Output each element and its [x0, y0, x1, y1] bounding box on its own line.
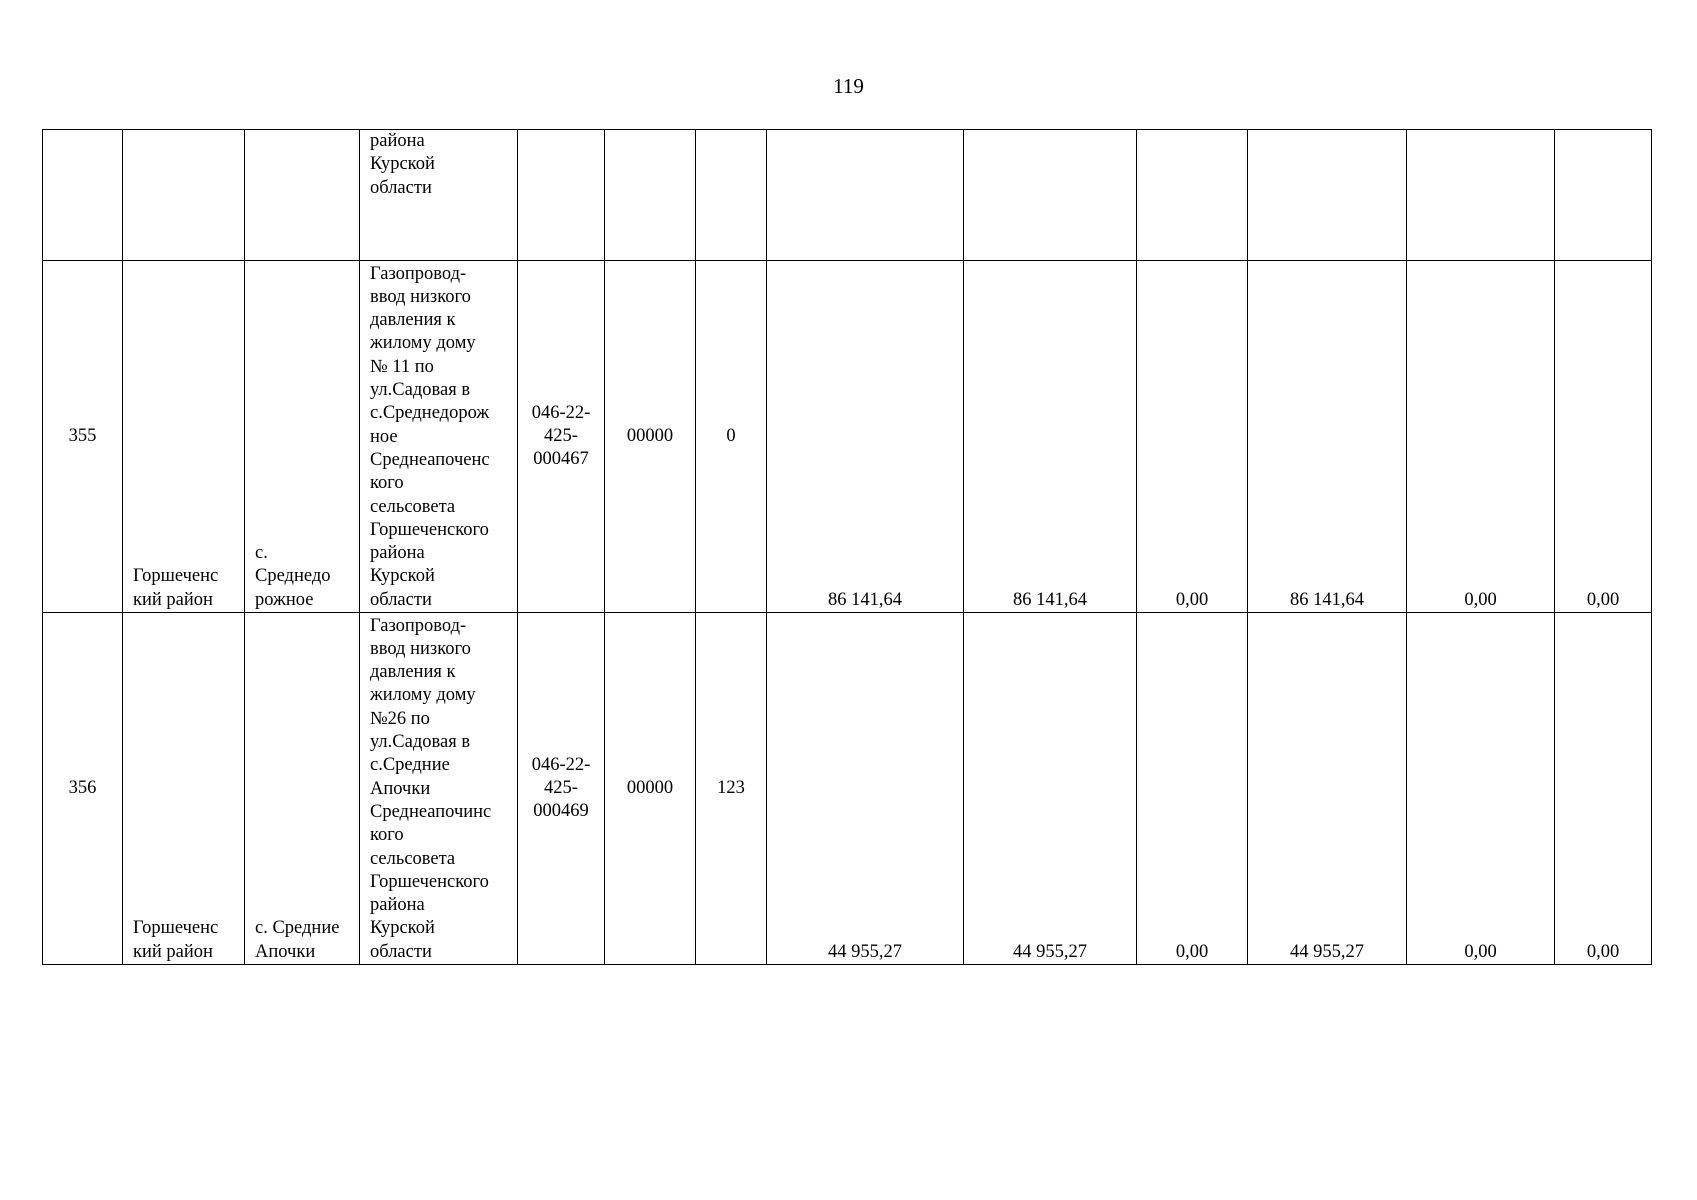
cell-empty: [1407, 130, 1555, 261]
cell-empty: [1248, 130, 1407, 261]
cell-amount: 0,00: [1137, 261, 1248, 613]
settlement-line: рожное: [255, 589, 314, 610]
cell-empty: [767, 130, 964, 261]
description-line: сельсовета: [370, 848, 456, 869]
cell-amount: 86 141,64: [1248, 261, 1407, 613]
description-line: района: [370, 131, 425, 151]
cell-amount: 86 141,64: [767, 261, 964, 613]
code-line: 046-22-: [531, 754, 591, 775]
code-line: 425-: [544, 777, 578, 798]
description-line: кого: [370, 473, 404, 494]
description-line: области: [370, 177, 432, 198]
cell-amount: 0,00: [1555, 261, 1652, 613]
table-row: [43, 613, 1652, 965]
description-line: сельсовета: [370, 496, 456, 517]
cell-empty: [964, 130, 1137, 261]
cell-empty: [245, 130, 360, 261]
description-line: давления к: [370, 662, 456, 683]
code-line: 425-: [544, 425, 578, 446]
cell-empty: [1555, 130, 1652, 261]
district-line: Горшеченс: [133, 566, 219, 587]
description-line: с.Среднедорож: [370, 403, 490, 424]
description-line: ное: [370, 426, 398, 447]
description-line: кого: [370, 825, 404, 846]
description-line: давления к: [370, 310, 456, 331]
description-line: жилому дому: [370, 685, 476, 706]
description-line: жилому дому: [370, 333, 476, 354]
code-line: 000467: [533, 449, 589, 470]
description-line: №26 по: [370, 708, 430, 729]
cell-empty: [123, 130, 245, 261]
description-line: района: [370, 543, 425, 564]
cell-amount: 86 141,64: [964, 261, 1137, 613]
row-number: 356: [43, 613, 123, 965]
cell-empty: [1137, 130, 1248, 261]
description-line: Курской: [370, 918, 435, 939]
cell-district: [123, 261, 245, 613]
cell-amount: 0,00: [1555, 613, 1652, 965]
page-number: 119: [833, 74, 864, 98]
cell-code3: 0: [696, 261, 767, 613]
description-line: ввод низкого: [370, 638, 471, 659]
settlement-line: Среднедо: [255, 566, 331, 587]
cell-description: [360, 130, 518, 261]
description-line: Апочки: [370, 778, 431, 799]
description-line: Курской: [370, 566, 435, 587]
cell-amount: 44 955,27: [964, 613, 1137, 965]
code-line: 046-22-: [531, 402, 591, 423]
cell-district: [123, 613, 245, 965]
cell-registry-code: [518, 613, 605, 965]
description-line: ул.Садовая в: [370, 380, 471, 401]
cell-code2: 00000: [605, 261, 696, 613]
cell-empty: [518, 130, 605, 261]
cell-amount: 0,00: [1137, 613, 1248, 965]
description-line: области: [370, 941, 432, 962]
district-line: Горшеченс: [133, 918, 219, 939]
settlement-line: Апочки: [255, 941, 316, 962]
description-line: Горшеченского: [370, 519, 489, 540]
description-line: области: [370, 589, 432, 610]
code-line: 000469: [533, 801, 589, 822]
description-line: Газопровод-: [370, 615, 467, 636]
description-line: ул.Садовая в: [370, 732, 471, 753]
district-line: кий район: [133, 589, 213, 610]
cell-code3: 123: [696, 613, 767, 965]
description-line: Среднеапочинс: [370, 801, 492, 822]
cell-settlement: [245, 613, 360, 965]
table-row: [43, 261, 1652, 613]
settlement-line: с. Средние: [255, 918, 340, 939]
description-line: Газопровод-: [370, 263, 467, 284]
cell-code2: 00000: [605, 613, 696, 965]
data-table: [42, 129, 1652, 965]
description-line: с.Средние: [370, 755, 450, 776]
cell-description: [360, 613, 518, 965]
description-line: Курской: [370, 154, 435, 175]
cell-empty: [605, 130, 696, 261]
description-line: Среднеапоченс: [370, 449, 490, 470]
description-line: района: [370, 895, 425, 916]
cell-settlement: [245, 261, 360, 613]
district-line: кий район: [133, 941, 213, 962]
description-line: Горшеченского: [370, 871, 489, 892]
settlement-line: с.: [255, 543, 268, 564]
cell-registry-code: [518, 261, 605, 613]
description-line: ввод низкого: [370, 286, 471, 307]
description-line: № 11 по: [370, 356, 434, 377]
row-number: 355: [43, 261, 123, 613]
cell-amount: 44 955,27: [767, 613, 964, 965]
cell-amount: 44 955,27: [1248, 613, 1407, 965]
cell-amount: 0,00: [1407, 613, 1555, 965]
cell-empty: [43, 130, 123, 261]
cell-description: [360, 261, 518, 613]
cell-empty: [696, 130, 767, 261]
cell-amount: 0,00: [1407, 261, 1555, 613]
table-row-continuation: [43, 130, 1652, 261]
